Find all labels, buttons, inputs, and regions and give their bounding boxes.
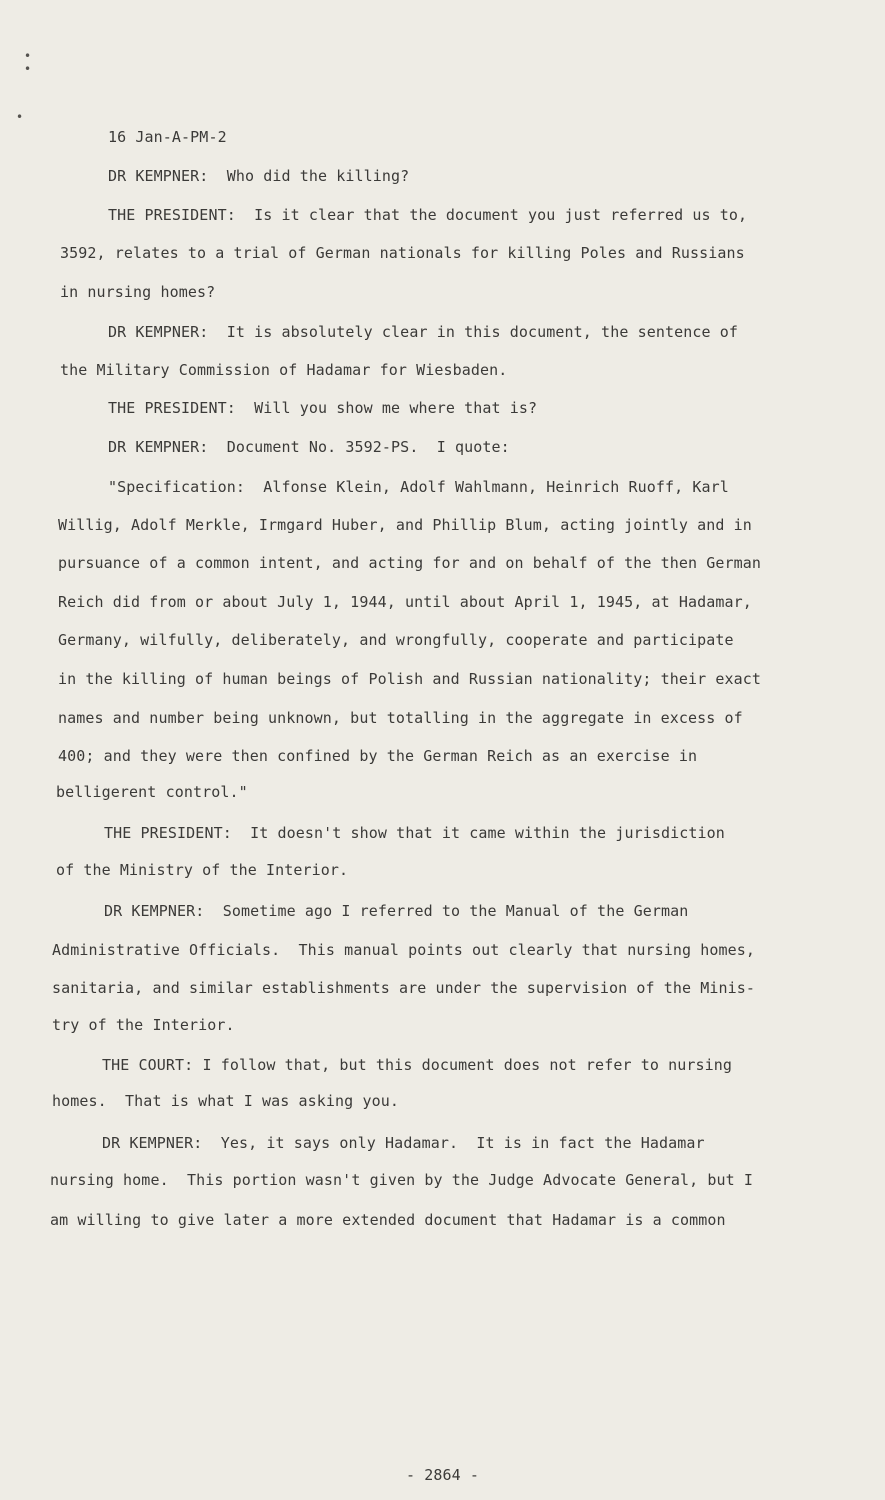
- text-line: THE PRESIDENT: Will you show me where that is?: [108, 399, 538, 417]
- text-line: DR KEMPNER: It is absolutely clear in this document, the sentence of: [108, 323, 739, 341]
- text-line: belligerent control.": [56, 783, 248, 801]
- text-line: nursing home. This portion wasn't given by the Judge Advocate General, but I: [50, 1171, 754, 1189]
- text-line: DR KEMPNER: Document No. 3592-PS. I quote:: [108, 438, 510, 456]
- text-line: 400; and they were then confined by the German Reich as an exercise in: [58, 747, 698, 765]
- text-line: THE COURT: I follow that, but this document does not refer to nursing: [102, 1056, 733, 1074]
- text-line: THE PRESIDENT: Is it clear that the document you just referred us to,: [108, 206, 748, 224]
- margin-mark: •: [24, 62, 32, 76]
- text-line: DR KEMPNER: Who did the killing?: [108, 167, 410, 185]
- text-line: the Military Commission of Hadamar for Wiesbaden.: [60, 361, 508, 379]
- text-line: "Specification: Alfonse Klein, Adolf Wahlmann, Heinrich Ruoff, Karl: [108, 478, 729, 496]
- text-line: Reich did from or about July 1, 1944, until about April 1, 1945, at Hadamar,: [58, 593, 752, 611]
- text-line: in nursing homes?: [60, 283, 216, 301]
- text-line: pursuance of a common intent, and acting for and on behalf of the then German: [58, 554, 762, 572]
- text-line: of the Ministry of the Interior.: [56, 861, 349, 879]
- text-line: am willing to give later a more extended document that Hadamar is a common: [50, 1211, 726, 1229]
- text-line: try of the Interior.: [52, 1016, 235, 1034]
- text-line: THE PRESIDENT: It doesn't show that it came within the jurisdiction: [104, 824, 725, 842]
- text-line: in the killing of human beings of Polish and Russian nationality; their exact: [58, 670, 762, 688]
- margin-mark: •: [24, 49, 32, 63]
- text-line: DR KEMPNER: Sometime ago I referred to the Manual of the German: [104, 902, 689, 920]
- text-line: Administrative Officials. This manual points out clearly that nursing homes,: [52, 941, 756, 959]
- page-number: - 2864 -: [405, 1466, 480, 1484]
- margin-mark: •: [16, 110, 24, 124]
- text-line: 3592, relates to a trial of German nationals for killing Poles and Russians: [60, 244, 745, 262]
- text-line: homes. That is what I was asking you.: [52, 1092, 399, 1110]
- text-line: names and number being unknown, but totalling in the aggregate in excess of: [58, 709, 743, 727]
- text-line: Germany, wilfully, deliberately, and wrongfully, cooperate and participate: [58, 631, 734, 649]
- page-header: 16 Jan-A-PM-2: [108, 128, 227, 146]
- text-line: sanitaria, and similar establishments are under the supervision of the Minis-: [52, 979, 756, 997]
- text-line: DR KEMPNER: Yes, it says only Hadamar. It is in fact the Hadamar: [102, 1134, 705, 1152]
- text-line: Willig, Adolf Merkle, Irmgard Huber, and Phillip Blum, acting jointly and in: [58, 516, 752, 534]
